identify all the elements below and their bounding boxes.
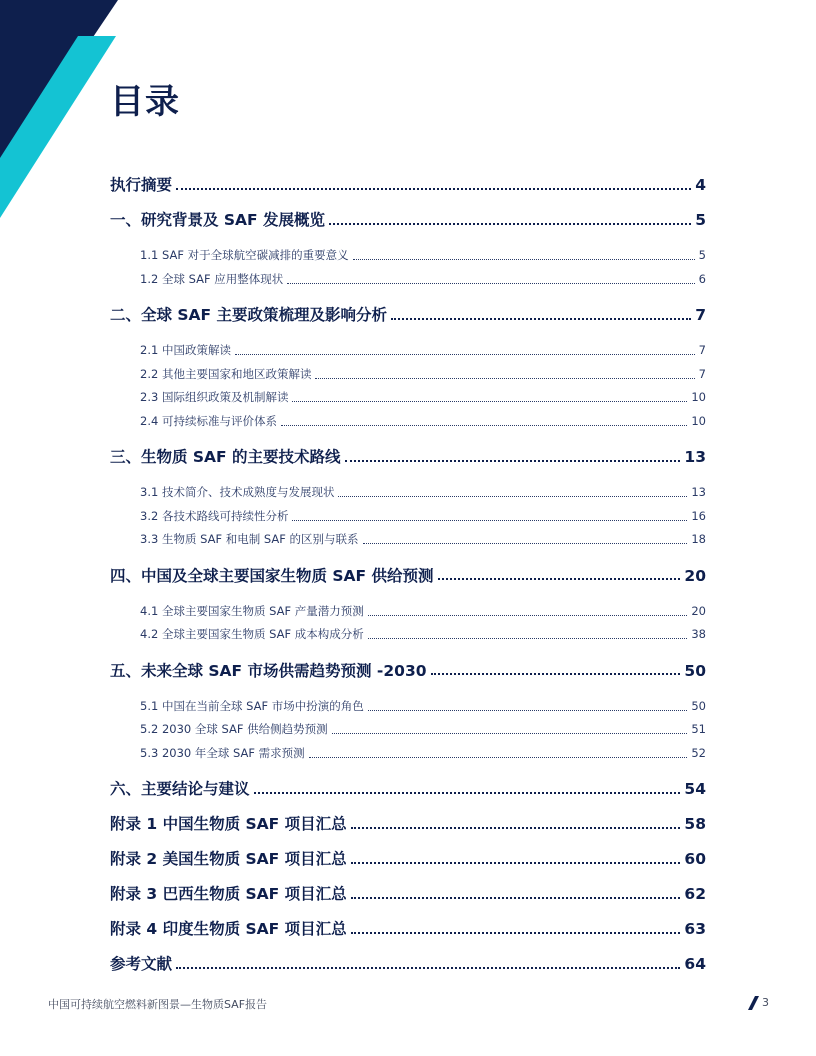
- toc-subentry-page: 5: [698, 248, 706, 262]
- dot-leader: [309, 757, 688, 758]
- toc-entry-label: 四、中国及全球主要国家生物质 SAF 供给预测: [110, 566, 434, 585]
- toc-entry-page: 58: [684, 815, 706, 833]
- toc-subentry-page: 18: [691, 532, 706, 546]
- toc-entry-label: 附录 4 印度生物质 SAF 项目汇总: [110, 920, 347, 938]
- toc-subentry[interactable]: [110, 695, 706, 719]
- toc-entry-label: 六、主要结论与建议: [110, 780, 250, 798]
- toc-subentry-page: 16: [691, 508, 706, 523]
- toc-entry-label: 执行摘要: [110, 176, 173, 194]
- dot-leader: [368, 638, 688, 639]
- dot-leader: [281, 425, 687, 426]
- toc-subentry-label: 4.2 全球主要国家生物质 SAF 成本构成分析: [140, 627, 364, 641]
- dot-leader: [235, 354, 695, 355]
- toc-entry[interactable]: [110, 203, 706, 238]
- toc-subentry-label: 2.2 其他主要国家和地区政策解读: [140, 366, 312, 381]
- toc-entry-label: 一、研究背景及 SAF 发展概览: [110, 211, 326, 229]
- toc-subentry[interactable]: [110, 339, 706, 363]
- toc-subentry[interactable]: [110, 623, 706, 647]
- toc-entry-label: 五、未来全球 SAF 市场供需趋势预测 -2030: [110, 661, 427, 680]
- dot-leader: [391, 318, 691, 320]
- toc-subentry[interactable]: [110, 410, 706, 434]
- dot-leader: [351, 862, 681, 864]
- toc-entry-page: 64: [684, 955, 706, 973]
- toc-entry[interactable]: [110, 947, 706, 982]
- toc-entry-label: 附录 1 中国生物质 SAF 项目汇总: [110, 815, 347, 833]
- table-of-contents: [110, 168, 706, 982]
- toc-subentry-page: 51: [691, 722, 706, 736]
- toc-entry-label: 附录 3 巴西生物质 SAF 项目汇总: [110, 885, 347, 903]
- dot-leader: [254, 792, 681, 794]
- toc-entry[interactable]: [110, 298, 706, 333]
- dot-leader: [351, 932, 681, 934]
- toc-subentry[interactable]: [110, 742, 706, 766]
- dot-leader: [176, 188, 691, 190]
- toc-subentry[interactable]: [110, 386, 706, 410]
- toc-subentry[interactable]: [110, 363, 706, 387]
- toc-subentry-label: 4.1 全球主要国家生物质 SAF 产量潜力预测: [140, 603, 364, 618]
- dot-leader: [438, 578, 681, 580]
- toc-subentry-page: 10: [691, 413, 706, 428]
- toc-subentry-page: 6: [698, 271, 706, 286]
- dot-leader: [368, 710, 688, 711]
- toc-entry-page: 13: [684, 448, 706, 466]
- toc-subentry[interactable]: [110, 600, 706, 624]
- dot-leader: [368, 615, 688, 616]
- toc-entry-page: 4: [695, 176, 706, 194]
- toc-subentry-page: 13: [691, 485, 706, 499]
- toc-subentry[interactable]: [110, 505, 706, 529]
- dot-leader: [287, 283, 694, 284]
- page-number: 3: [762, 996, 769, 1009]
- toc-entry[interactable]: [110, 877, 706, 912]
- toc-subentry[interactable]: [110, 268, 706, 292]
- toc-subentry-page: 52: [691, 745, 706, 760]
- toc-entry-label: 参考文献: [110, 955, 173, 973]
- dot-leader: [351, 827, 681, 829]
- toc-entry[interactable]: [110, 654, 706, 689]
- toc-subentry-label: 3.1 技术简介、技术成熟度与发展现状: [140, 485, 335, 499]
- toc-entry-page: 5: [695, 211, 706, 229]
- toc-entry-page: 20: [684, 566, 706, 585]
- toc-subentry-label: 5.1 中国在当前全球 SAF 市场中扮演的角色: [140, 698, 364, 713]
- toc-subentry-label: 2.4 可持续标准与评价体系: [140, 413, 277, 428]
- toc-subentry-label: 2.3 国际组织政策及机制解读: [140, 390, 289, 404]
- toc-subentry-label: 3.3 生物质 SAF 和电制 SAF 的区别与联系: [140, 532, 359, 546]
- toc-entry[interactable]: [110, 807, 706, 842]
- page-title: 目录: [110, 82, 180, 122]
- toc-subentry-page: 7: [698, 343, 706, 357]
- toc-entry-label: 三、生物质 SAF 的主要技术路线: [110, 448, 341, 466]
- dot-leader: [338, 496, 687, 497]
- dot-leader: [351, 897, 681, 899]
- toc-subentry-page: 7: [698, 366, 706, 381]
- toc-subentry-label: 3.2 各技术路线可持续性分析: [140, 508, 289, 523]
- toc-subentry-label: 1.2 全球 SAF 应用整体现状: [140, 271, 284, 286]
- toc-entry[interactable]: [110, 440, 706, 475]
- dot-leader: [329, 223, 691, 225]
- toc-subentry[interactable]: [110, 718, 706, 742]
- page-footer: [0, 994, 816, 1014]
- dot-leader: [345, 460, 681, 462]
- toc-entry-page: 54: [684, 780, 706, 798]
- toc-entry[interactable]: [110, 912, 706, 947]
- dot-leader: [332, 733, 688, 734]
- toc-subentry-label: 5.3 2030 年全球 SAF 需求预测: [140, 745, 305, 760]
- toc-subentry[interactable]: [110, 481, 706, 505]
- toc-entry-label: 二、全球 SAF 主要政策梳理及影响分析: [110, 306, 388, 324]
- dot-leader: [315, 378, 694, 379]
- footer-report-title: 中国可持续航空燃料新图景—生物质SAF报告: [48, 998, 268, 1011]
- toc-entry-page: 60: [684, 850, 706, 868]
- dot-leader: [292, 520, 687, 521]
- toc-entry-label: 附录 2 美国生物质 SAF 项目汇总: [110, 850, 347, 868]
- dot-leader: [353, 259, 695, 260]
- toc-entry[interactable]: [110, 772, 706, 807]
- toc-entry[interactable]: [110, 559, 706, 594]
- dot-leader: [292, 401, 687, 402]
- dot-leader: [363, 543, 688, 544]
- toc-subentry-page: 20: [691, 603, 706, 618]
- toc-entry-page: 62: [684, 885, 706, 903]
- toc-entry-page: 50: [684, 661, 706, 680]
- toc-entry[interactable]: [110, 168, 706, 203]
- toc-subentry-page: 38: [691, 627, 706, 641]
- toc-subentry-label: 2.1 中国政策解读: [140, 343, 231, 357]
- toc-subentry-page: 50: [691, 698, 706, 713]
- dot-leader: [431, 673, 681, 675]
- toc-subentry-page: 10: [691, 390, 706, 404]
- toc-entry-page: 63: [684, 920, 706, 938]
- toc-subentry[interactable]: [110, 244, 706, 268]
- toc-entry-page: 7: [695, 306, 706, 324]
- toc-subentry[interactable]: [110, 528, 706, 552]
- slash-mark-icon: [748, 996, 760, 1010]
- toc-subentry-label: 5.2 2030 全球 SAF 供给侧趋势预测: [140, 722, 328, 736]
- toc-entry[interactable]: [110, 842, 706, 877]
- dot-leader: [176, 967, 680, 969]
- toc-subentry-label: 1.1 SAF 对于全球航空碳减排的重要意义: [140, 248, 349, 262]
